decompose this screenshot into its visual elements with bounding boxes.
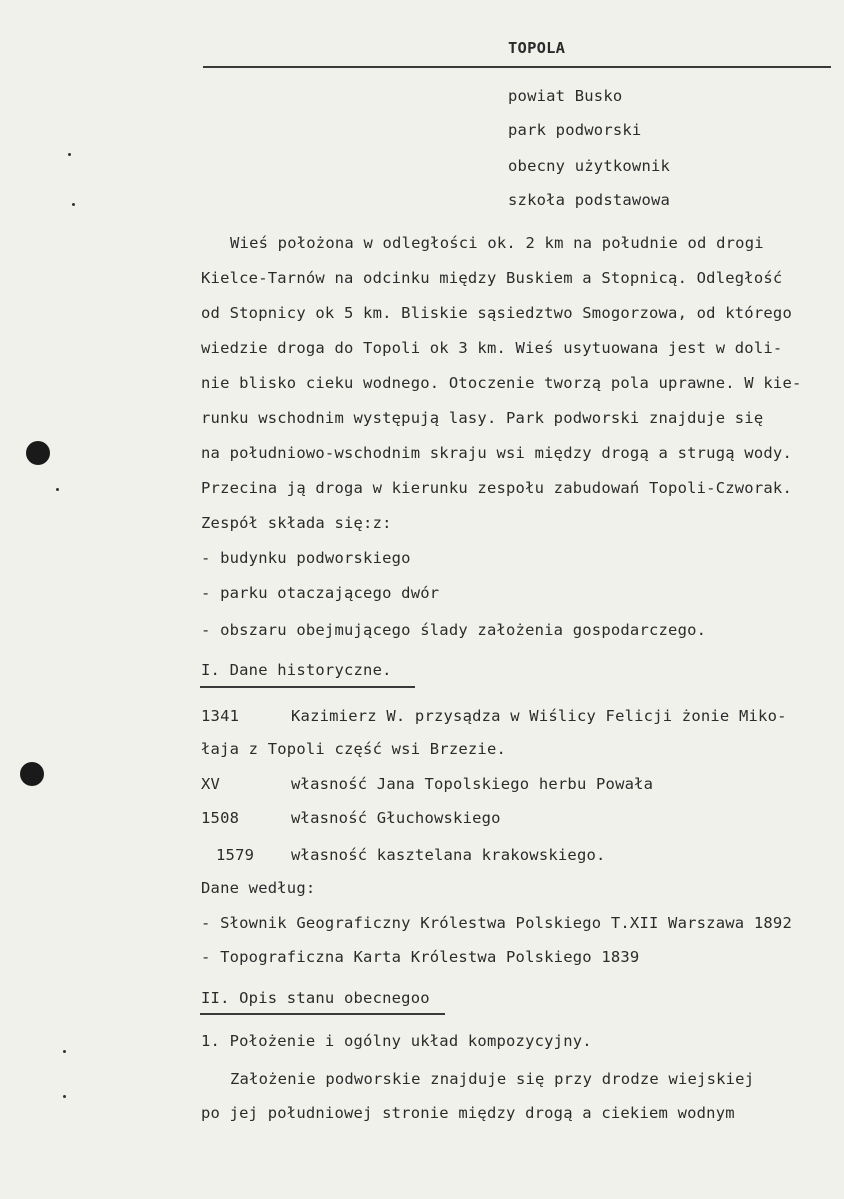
history-text: własność Jana Topolskiego herbu Powała xyxy=(291,775,654,793)
source-item: - Słownik Geograficzny Królestwa Polskiego T.XII Warszawa 1892 xyxy=(201,914,792,932)
history-text: własność kasztelana krakowskiego. xyxy=(291,846,606,864)
intro-line: na południowo-wschodnim skraju wsi między drogą a strugą wody. xyxy=(201,444,792,462)
sources-label: Dane według: xyxy=(201,879,316,897)
body-line: Założenie podworskie znajduje się przy drodze wiejskiej xyxy=(230,1070,755,1088)
intro-line: od Stopnicy ok 5 km. Bliskie sąsiedztwo Smogorzowa, od którego xyxy=(201,304,792,322)
history-text: łaja z Topoli część wsi Brzezie. xyxy=(201,740,507,758)
history-year: 1508 xyxy=(201,809,240,827)
section-heading-historical: I. Dane historyczne. xyxy=(201,661,392,679)
intro-line: Wieś położona w odległości ok. 2 km na południe od drogi xyxy=(230,234,764,252)
page-title: TOPOLA xyxy=(508,39,566,57)
intro-list-item: - budynku podworskiego xyxy=(201,549,411,567)
history-year: 1341 xyxy=(201,707,240,725)
meta-type: park podworski xyxy=(508,121,642,139)
body-line: po jej południowej stronie między drogą a ciekiem wodnym xyxy=(201,1104,735,1122)
paper-speck xyxy=(68,153,71,156)
header-rule xyxy=(203,66,831,68)
intro-line: wiedzie droga do Topoli ok 3 km. Wieś usytuowana jest w doli- xyxy=(201,339,783,357)
history-year: 1579 xyxy=(216,846,255,864)
paper-speck xyxy=(56,488,59,491)
intro-line: Zespół składa się:z: xyxy=(201,514,392,532)
intro-list-item: - parku otaczającego dwór xyxy=(201,584,440,602)
intro-line: runku wschodnim występują lasy. Park podworski znajduje się xyxy=(201,409,764,427)
section-rule xyxy=(200,686,415,688)
intro-line: Kielce-Tarnów na odcinku między Buskiem a Stopnicą. Odległość xyxy=(201,269,783,287)
paper-speck xyxy=(72,203,75,206)
subsection-heading: 1. Położenie i ogólny układ kompozycyjny. xyxy=(201,1032,592,1050)
history-year: XV xyxy=(201,775,221,793)
section-heading-current-state: II. Opis stanu obecnegoo xyxy=(201,989,430,1007)
section-rule xyxy=(200,1013,445,1015)
punch-hole xyxy=(20,762,44,786)
intro-line: nie blisko cieku wodnego. Otoczenie tworzą pola uprawne. W kie- xyxy=(201,374,802,392)
meta-user: szkoła podstawowa xyxy=(508,191,671,209)
meta-user-label: obecny użytkownik xyxy=(508,157,671,175)
history-text: Kazimierz W. przysądza w Wiślicy Felicji żonie Miko- xyxy=(291,707,787,725)
punch-hole xyxy=(26,441,50,465)
intro-line: Przecina ją droga w kierunku zespołu zabudowań Topoli-Czworak. xyxy=(201,479,792,497)
meta-powiat: powiat Busko xyxy=(508,87,623,105)
paper-speck xyxy=(63,1095,66,1098)
intro-list-item: - obszaru obejmującego ślady założenia gospodarczego. xyxy=(201,621,707,639)
paper-speck xyxy=(63,1050,66,1053)
history-text: własność Głuchowskiego xyxy=(291,809,501,827)
source-item: - Topograficzna Karta Królestwa Polskiego 1839 xyxy=(201,948,640,966)
